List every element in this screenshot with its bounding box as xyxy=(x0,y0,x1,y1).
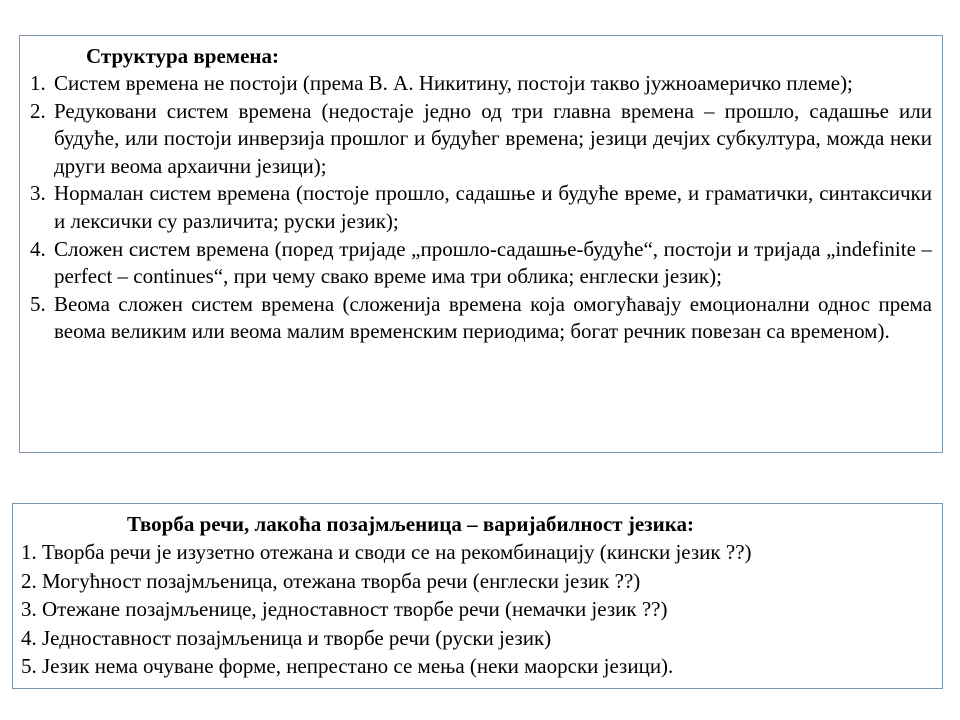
list-item xyxy=(30,98,932,181)
item-text: Веома сложен систем времена (сложенија времена која омогућавају емоционални однос према веома великим или веома малим временским периодима; богат речник повезан са временом). xyxy=(54,291,932,344)
list-item: 5. Језик нема очуване форме, непрестано се мења (неки маорски језици). xyxy=(21,654,674,678)
list-item: 4. Једноставност позајмљеница и творбе речи (руски језик) xyxy=(21,625,552,650)
list-item: 2. Могућност позајмљеница, отежана творба речи (енглески језик ??) xyxy=(21,568,641,593)
item-number: 5. xyxy=(30,291,46,316)
word-formation-box xyxy=(12,503,943,689)
tense-structure-list xyxy=(30,70,932,346)
item-number: 2. xyxy=(30,98,46,123)
list-item xyxy=(30,236,932,291)
list-item: 3. Отежане позајмљенице, једноставност творбе речи (немачки језик ??) xyxy=(21,597,668,621)
word-formation-list xyxy=(21,538,934,681)
list-item xyxy=(30,291,932,346)
word-formation-title: Творба речи, лакоћа позајмљеница – варијабилност језика: xyxy=(127,512,694,536)
tense-structure-title: Структура времена: xyxy=(86,44,279,68)
item-text: Нормалан систем времена (постоје прошло, садашње и будуће време, и граматички, синтаксички и лексички су различита; руски језик); xyxy=(54,181,932,233)
item-text: Редуковани систем времена (недостаје једно од три главна времена – прошло, садашње или будуће, или постоји инверзија прошлог и будућег времена; језици дечјих субкултура, можда неки други веома архаични језици); xyxy=(54,98,932,178)
item-number: 4. xyxy=(30,236,46,261)
item-text: Сложен систем времена (поред тријаде „прошло-садашње-будуће“, постоји и тријада „indefinite – perfect – continues“, при чему свако време има три облика; енглески језик); xyxy=(54,236,932,289)
item-text: Систем времена не постоји (према В. А. Никитину, постоји такво јужноамеричко племе); xyxy=(54,71,853,95)
list-item xyxy=(30,180,932,235)
item-number: 3. xyxy=(30,181,46,206)
list-item: 1. Творба речи је изузетно отежана и своди се на рекомбинацију (кински језик ??) xyxy=(21,540,752,564)
tense-structure-box xyxy=(19,35,943,453)
item-number: 1. xyxy=(30,71,46,95)
list-item xyxy=(30,70,932,98)
